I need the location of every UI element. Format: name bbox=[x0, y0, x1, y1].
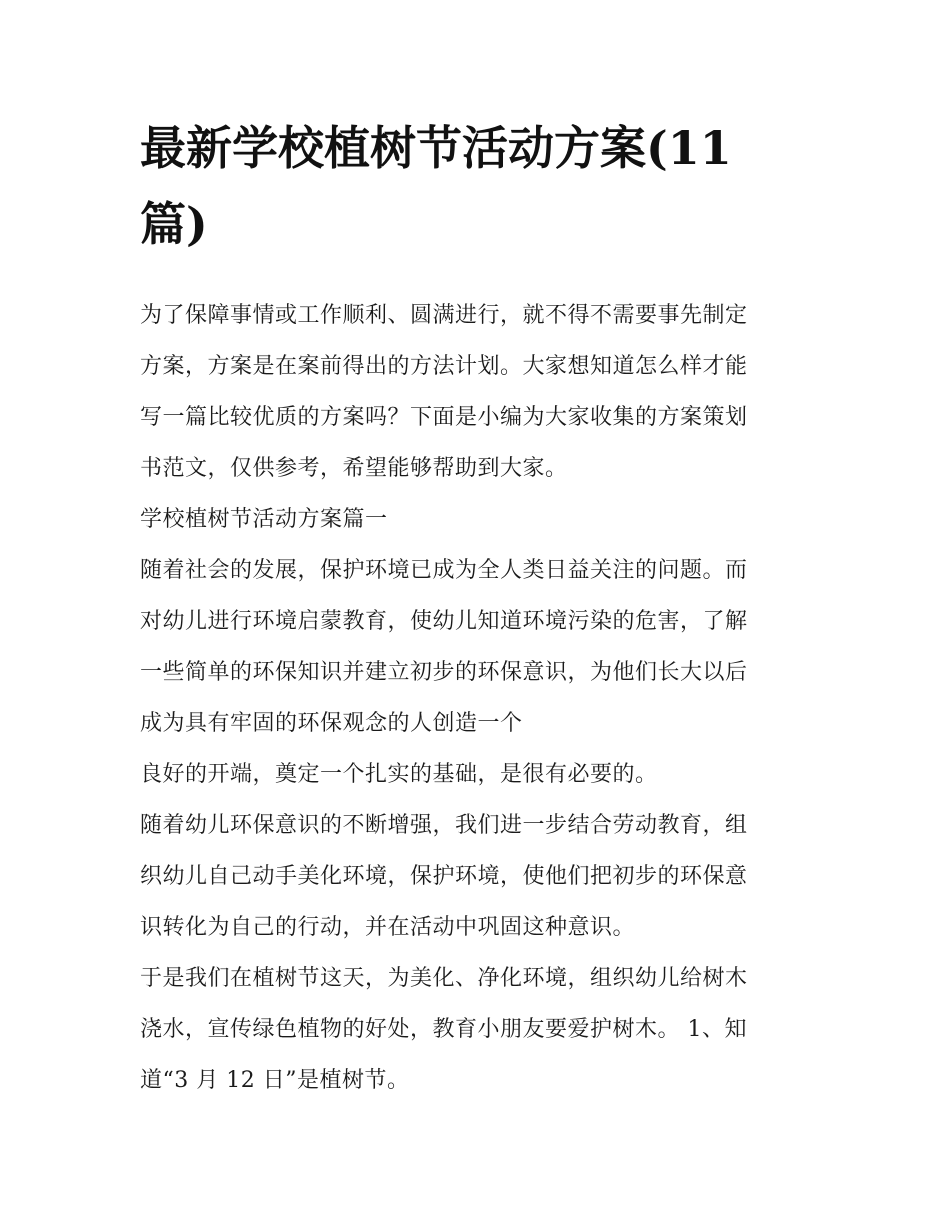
text-line: 良好的开端，奠定一个扎实的基础，是很有必要的。 bbox=[140, 762, 658, 787]
text-line: 一些简单的环保知识并建立初步的环保意识，为他们长大以后 bbox=[140, 660, 748, 685]
body-paragraph bbox=[140, 953, 820, 1106]
document-content bbox=[140, 110, 820, 1106]
text-line: 识转化为自己的行动，并在活动中巩固这种意识。 bbox=[140, 915, 636, 940]
document-title bbox=[140, 110, 820, 262]
text-line: 随着社会的发展，保护环境已成为全人类日益关注的问题。而 bbox=[140, 558, 748, 583]
document-body bbox=[140, 290, 820, 1106]
text-line: 成为具有牢固的环保观念的人创造一个 bbox=[140, 711, 523, 736]
text-line: 方案，方案是在案前得出的方法计划。大家想知道怎么样才能 bbox=[140, 354, 748, 379]
text-line: 浇水，宣传绿色植物的好处，教育小朋友要爱护树木。 1、知 bbox=[140, 1017, 747, 1042]
text-line: 写一篇比较优质的方案吗？下面是小编为大家收集的方案策划 bbox=[140, 405, 748, 430]
section-heading bbox=[140, 494, 820, 545]
text-line: 于是我们在植树节这天，为美化、净化环境，组织幼儿给树木 bbox=[140, 966, 748, 991]
text-line: 书范文，仅供参考，希望能够帮助到大家。 bbox=[140, 456, 568, 481]
body-paragraph bbox=[140, 800, 820, 953]
text-line: 对幼儿进行环境启蒙教育，使幼儿知道环境污染的危害，了解 bbox=[140, 609, 748, 634]
intro-paragraph bbox=[140, 290, 820, 494]
text-line: 织幼儿自己动手美化环境，保护环境，使他们把初步的环保意 bbox=[140, 864, 748, 889]
title-line: 篇) bbox=[140, 197, 208, 251]
text-line: 道“3 月 12 日”是植树节。 bbox=[140, 1068, 410, 1093]
text-line: 为了保障事情或工作顺利、圆满进行，就不得不需要事先制定 bbox=[140, 303, 748, 328]
body-paragraph bbox=[140, 749, 820, 800]
body-paragraph bbox=[140, 545, 820, 749]
text-line: 随着幼儿环保意识的不断增强，我们进一步结合劳动教育，组 bbox=[140, 813, 748, 838]
section-heading-text: 学校植树节活动方案篇一 bbox=[140, 507, 388, 532]
title-line: 最新学校植树节活动方案(11 bbox=[140, 121, 732, 175]
